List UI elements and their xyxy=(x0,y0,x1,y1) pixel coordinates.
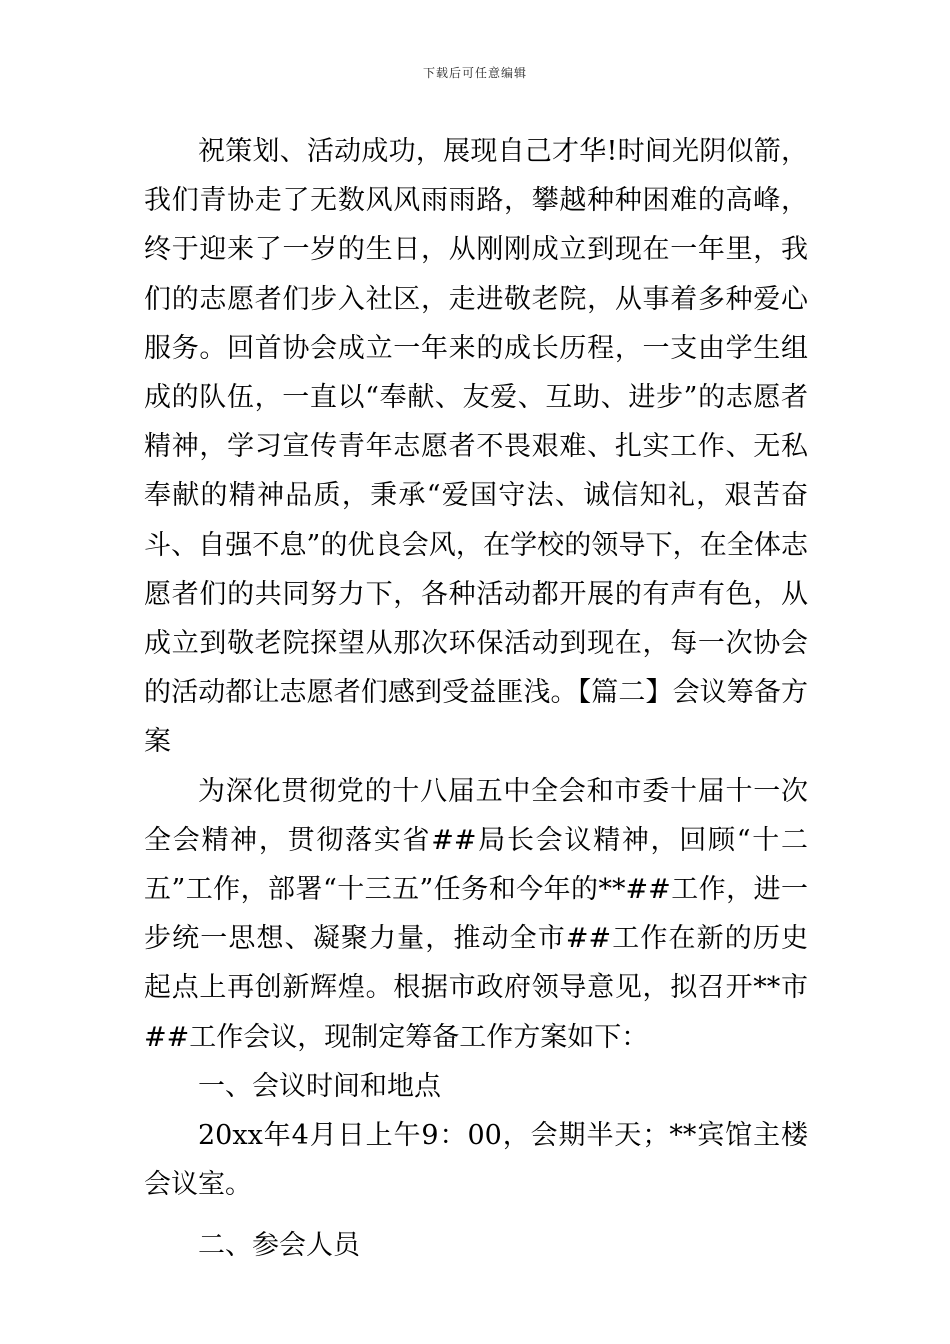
document-body xyxy=(144,127,808,1271)
heading-meeting-time-place: 一、会议时间和地点 xyxy=(198,1070,441,1102)
heading-attendees: 二、参会人员 xyxy=(198,1230,360,1262)
paragraph-meeting-purpose: 为深化贯彻党的十八届五中全会和市委十届十一次全会精神，贯彻落实省##局长会议精神，回顾“十二五”工作，部署“十三五”任务和今年的**##工作，进一步统一思想、凝聚力量，推动全市##工作在新的历史起点上再创新辉煌。根据市政府领导意见，拟召开**市##工作会议，现制定筹备工作方案如下： xyxy=(144,775,808,1053)
paragraph-activity-summary: 祝策划、活动成功，展现自己才华!时间光阴似箭，我们青协走了无数风风雨雨路，攀越种种困难的高峰，终于迎来了一岁的生日，从刚刚成立到现在一年里，我们的志愿者们步入社区，走进敬老院，从事着多种爱心服务。回首协会成立一年来的成长历程，一支由学生组成的队伍，一直以“奉献、友爱、互助、进步”的志愿者精神，学习宣传青年志愿者不畏艰难、扎实工作、无私奉献的精神品质，秉承“爱国守法、诚信知礼，艰苦奋斗、自强不息”的优良会风，在学校的领导下，在全体志愿者们的共同努力下，各种活动都开展的有声有色，从成立到敬老院探望从那次环保活动到现在，每一次协会的活动都让志愿者们感到受益匪浅。【篇二】会议筹备方案 xyxy=(144,136,808,758)
page-header-note: 下载后可任意编辑 xyxy=(422,66,527,80)
paragraph-meeting-time-place: 20xx年4月日上午9：00，会期半天；**宾馆主楼会议室。 xyxy=(144,1120,808,1201)
